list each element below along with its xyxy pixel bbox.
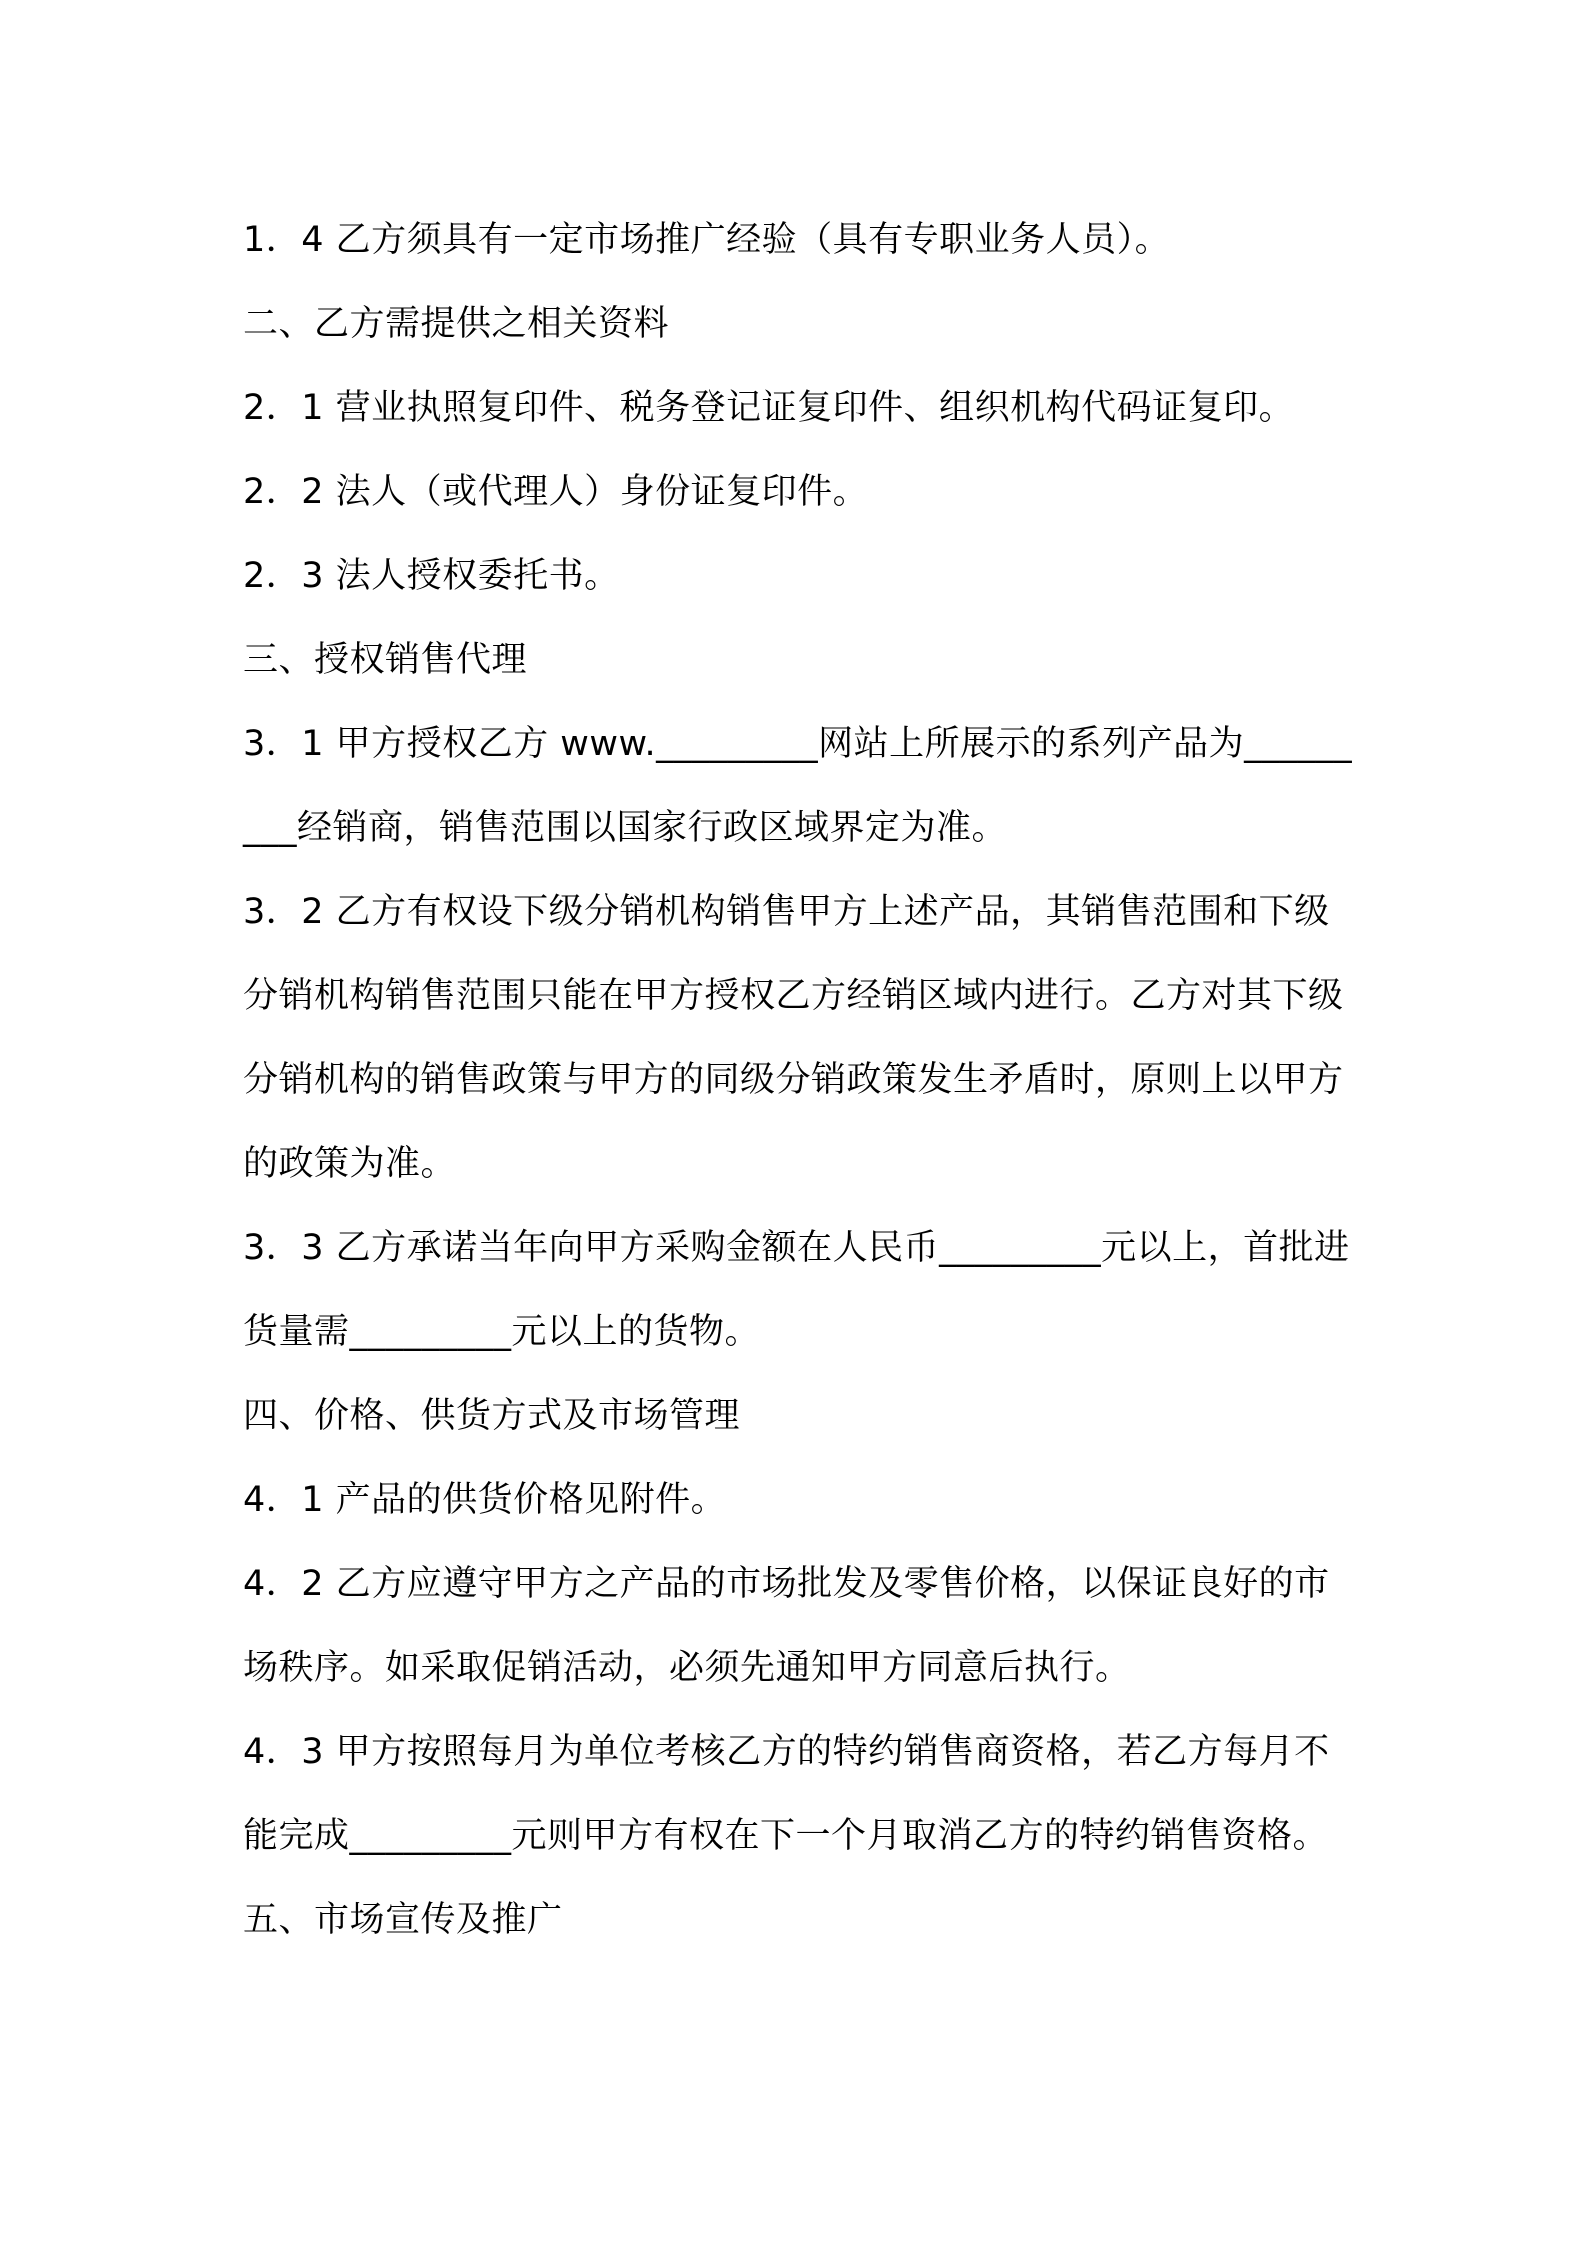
- clause-2-2: 2．2 法人（或代理人）身份证复印件。: [243, 472, 869, 512]
- section-heading-4: 四、价格、供货方式及市场管理: [243, 1396, 741, 1436]
- section-heading-3: 三、授权销售代理: [243, 640, 528, 680]
- clause-4-3: 4．3 甲方按照每月为单位考核乙方的特约销售商资格，若乙方每月不能完成_________元则甲方有权在下一个月取消乙方的特约销售资格。: [243, 1732, 1330, 1856]
- clause-2-3: 2．3 法人授权委托书。: [243, 556, 620, 596]
- clause-4-1: 4．1 产品的供货价格见附件。: [243, 1480, 727, 1520]
- clause-2-1: 2．1 营业执照复印件、税务登记证复印件、组织机构代码证复印。: [243, 388, 1295, 428]
- section-heading-2: 二、乙方需提供之相关资料: [243, 304, 670, 344]
- clause-1-4: 1．4 乙方须具有一定市场推广经验（具有专职业务人员）。: [243, 220, 1171, 260]
- clause-3-2: 3．2 乙方有权设下级分销机构销售甲方上述产品，其销售范围和下级分销机构销售范围只能在甲方授权乙方经销区域内进行。乙方对其下级分销机构的销售政策与甲方的同级分销政策发生矛盾时，原则上以甲方的政策为准。: [243, 892, 1344, 1184]
- clause-4-2: 4．2 乙方应遵守甲方之产品的市场批发及零售价格，以保证良好的市场秩序。如采取促销活动，必须先通知甲方同意后执行。: [243, 1564, 1330, 1688]
- clause-3-3: 3．3 乙方承诺当年向甲方采购金额在人民币_________元以上，首批进货量需_________元以上的货物。: [243, 1228, 1350, 1352]
- clause-3-1: 3．1 甲方授权乙方 www._________网站上所展示的系列产品为_________经销商，销售范围以国家行政区域界定为准。: [243, 724, 1353, 848]
- document-body: [243, 198, 1363, 1962]
- section-heading-5: 五、市场宣传及推广: [243, 1900, 563, 1940]
